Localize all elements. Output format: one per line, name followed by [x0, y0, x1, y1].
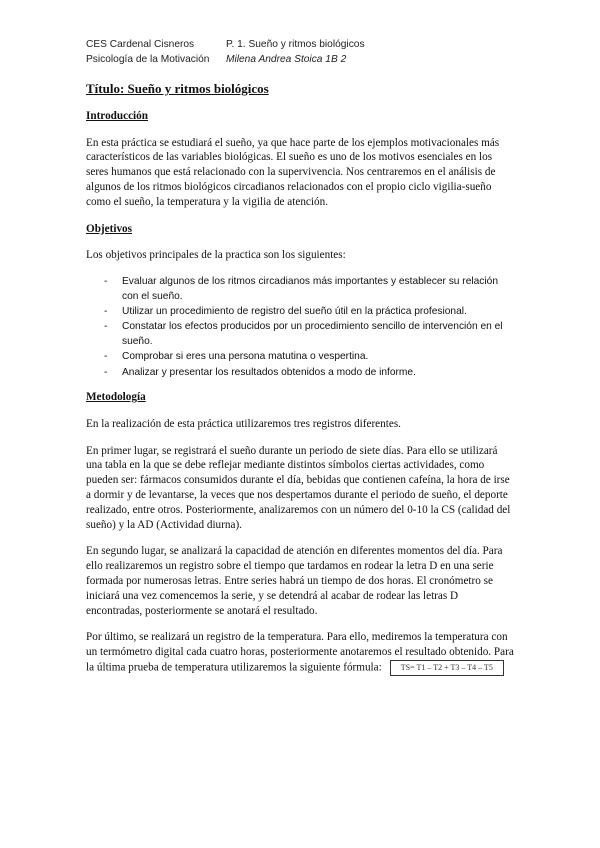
objectives-list: [86, 275, 516, 380]
metodologia-paragraph-3: En segundo lugar, se analizará la capacidad de atención en diferentes momentos del día. Para ello realizaremos un registro sobre el tiempo que tardamos en rodear la letra D en una serie formada por numerosas letras. Entre series habrá un tiempo de dos horas. El cronómetro se iniciará una vez comencemos la serie, y se detendrá al acabar de rodear las letras D encontradas, posteriormente se anotará el resultado.: [86, 545, 503, 617]
metodologia-paragraph-1: En la realización de esta práctica utilizaremos tres registros diferentes.: [86, 417, 401, 430]
page-header: [86, 37, 365, 67]
practice-title: P. 1. Sueño y ritmos biológicos: [226, 39, 365, 50]
formula-box: TS= T1 – T2 + T3 – T4 – T5: [390, 660, 504, 676]
list-item: - Utilizar un procedimiento de registro del sueño útil en la práctica profesional.: [104, 305, 467, 317]
author-name: Milena Andrea Stoica 1B 2: [226, 54, 347, 65]
school-name: CES Cardenal Cisneros: [86, 39, 195, 50]
introduccion-heading: Introducción: [86, 109, 148, 122]
metodologia-heading: Metodología: [86, 391, 146, 404]
list-item: - Comprobar si eres una persona matutina o vespertina.: [104, 351, 369, 363]
objetivos-intro: Los objetivos principales de la practica son los siguientes:: [86, 249, 346, 262]
metodologia-paragraph-4: Por último, se realizará un registro de la temperatura. Para ello, mediremos la temperatura con un termómetro digital cada cuatro horas, posteriormente anotaremos el resultado obtenido. Para la última prueba de temperatura utilizaremos la siguiente fórmula: TS= T1 – T2 + T3 – T4 – T5: [86, 630, 516, 676]
objetivos-heading: Objetivos: [86, 222, 132, 235]
subject-name: Psicología de la Motivación: [86, 54, 210, 65]
list-item: - Constatar los efectos producidos por un procedimiento sencillo de intervención en el sueño.: [104, 321, 503, 347]
list-item: - Analizar y presentar los resultados obtenidos a modo de informe.: [104, 366, 416, 378]
list-item: - Evaluar algunos de los ritmos circadianos más importantes y establecer su relación con el sueño.: [104, 276, 498, 302]
document-body: [86, 82, 516, 688]
metodologia-paragraph-2: En primer lugar, se registrará el sueño durante un periodo de siete días. Para ello se utilizará una tabla en la que se debe reflejar mediante distintos símbolos ciertas actividades, como pueden ser: fármacos consumidos durante el día, bebidas que contienen cafeína, la hora de irse a dormir y de levantarse, la veces que nos despertamos durante el periodo de sueño, el deporte realizado, entre otros. Posteriormente, analizaremos con un número del 0-10 la CS (calidad del sueño) y la AD (Actividad diurna).: [86, 444, 511, 531]
document-title: Título: Sueño y ritmos biológicos: [86, 81, 269, 96]
introduccion-text: En esta práctica se estudiará el sueño, ya que hace parte de los ejemplos motivacionales más característicos de las variables biológicas. El sueño es uno de los motivos esenciales en los seres humanos que está relacionado con la supervivencia. Nos centraremos en el análisis de algunos de los ritmos biológicos circadianos relacionados con el propio ciclo vigilia-sueño como el sueño, la temperatura y la vigilia de atención.: [86, 136, 500, 208]
